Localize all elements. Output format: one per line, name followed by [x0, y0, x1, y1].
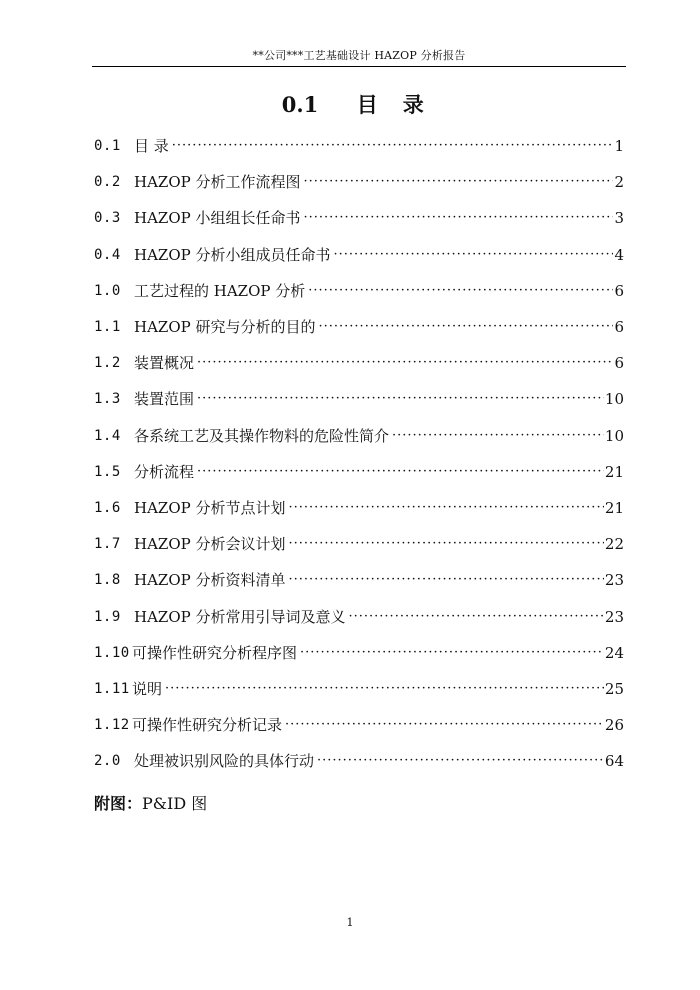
- toc-entry[interactable]: [94, 526, 624, 562]
- toc-entry[interactable]: [94, 237, 624, 273]
- dot-leader: [304, 208, 614, 228]
- appendix-label: 附图：: [94, 794, 143, 813]
- toc-entry[interactable]: [94, 454, 624, 490]
- dot-leader: [165, 679, 604, 699]
- toc-entry-number: 1.4: [94, 427, 121, 444]
- dot-leader: [308, 281, 613, 301]
- toc-entry-number: 1.11: [94, 680, 130, 697]
- toc-entry-title: 可操作性研究分析程序图: [132, 643, 298, 662]
- toc-entry-number: 0.4: [94, 246, 121, 263]
- toc-entry[interactable]: [94, 381, 624, 417]
- toc-entry-title: HAZOP 分析常用引导词及意义: [134, 607, 346, 626]
- toc-entry[interactable]: [94, 345, 624, 381]
- dot-leader: [349, 607, 604, 627]
- toc-entry-title: 处理被识别风险的具体行动: [134, 752, 315, 771]
- dot-leader: [319, 317, 614, 337]
- toc-entry-number: 1.10: [94, 644, 130, 661]
- dot-leader: [289, 534, 604, 554]
- toc-entry[interactable]: [94, 707, 624, 743]
- dot-leader: [172, 136, 614, 156]
- dot-leader: [304, 172, 614, 192]
- dot-leader: [197, 462, 604, 482]
- toc-entry-title: HAZOP 小组组长任命书: [134, 209, 301, 228]
- dot-leader: [300, 643, 604, 663]
- dot-leader: [392, 426, 604, 446]
- toc-entry-page: 23: [604, 571, 624, 590]
- toc-entry[interactable]: [94, 490, 624, 526]
- toc-entry-page: 22: [604, 535, 624, 554]
- toc-entry-number: 2.0: [94, 753, 121, 770]
- toc-entry[interactable]: [94, 309, 624, 345]
- toc-entry-page: 10: [604, 426, 624, 445]
- toc-entry-page: 1: [614, 137, 624, 156]
- toc-entry-title: 说明: [132, 679, 163, 698]
- toc-entry[interactable]: [94, 671, 624, 707]
- dot-leader: [334, 245, 614, 265]
- toc-entry-page: 4: [614, 245, 624, 264]
- toc-entry-title: HAZOP 分析工作流程图: [134, 173, 301, 192]
- toc-entry-title: 分析流程: [134, 462, 195, 481]
- toc-entry-number: 0.1: [94, 138, 121, 155]
- toc-entry-title: HAZOP 分析节点计划: [134, 498, 286, 517]
- toc-entry-page: 26: [604, 716, 624, 735]
- toc-entry-page: 6: [614, 318, 624, 337]
- toc-entry-page: 3: [614, 209, 624, 228]
- toc-entry-page: 6: [614, 281, 624, 300]
- toc-title-number: 0.1: [281, 92, 319, 117]
- toc-entry-title: 目 录: [134, 137, 169, 156]
- toc-entry-number: 1.6: [94, 499, 121, 516]
- toc-entry-page: 64: [604, 752, 624, 771]
- toc-title-char-1: 目: [356, 92, 378, 117]
- header-divider: [92, 66, 626, 67]
- dot-leader: [317, 751, 604, 771]
- appendix-text: P&ID 图: [142, 794, 208, 813]
- toc-entry-number: 1.3: [94, 391, 121, 408]
- toc-entry[interactable]: [94, 562, 624, 598]
- toc-entry-title: 装置概况: [134, 354, 195, 373]
- toc-entry-number: 1.7: [94, 536, 121, 553]
- toc-entry-title: 各系统工艺及其操作物料的危险性简介: [134, 426, 390, 445]
- toc-entry-number: 0.3: [94, 210, 121, 227]
- page-number: 1: [346, 916, 354, 929]
- dot-leader: [289, 498, 604, 518]
- toc-entry-page: 6: [614, 354, 624, 373]
- table-of-contents: [94, 128, 624, 779]
- toc-entry[interactable]: [94, 418, 624, 454]
- toc-entry-page: 25: [604, 679, 624, 698]
- toc-entry-number: 1.0: [94, 282, 121, 299]
- toc-title-char-2: 录: [402, 92, 424, 117]
- toc-entry-number: 1.9: [94, 608, 121, 625]
- toc-entry[interactable]: [94, 635, 624, 671]
- appendix-line[interactable]: [94, 792, 207, 816]
- toc-entry-title: 工艺过程的 HAZOP 分析: [134, 281, 306, 300]
- toc-entry-page: 21: [604, 498, 624, 517]
- dot-leader: [197, 353, 613, 373]
- toc-entry-title: HAZOP 分析会议计划: [134, 535, 286, 554]
- toc-entry-page: 24: [604, 643, 624, 662]
- toc-entry-number: 1.12: [94, 717, 130, 734]
- toc-entry-title: HAZOP 分析资料清单: [134, 571, 286, 590]
- toc-entry[interactable]: [94, 273, 624, 309]
- toc-entry-title: 装置范围: [134, 390, 195, 409]
- toc-entry-page: 21: [604, 462, 624, 481]
- toc-entry-page: 2: [614, 173, 624, 192]
- toc-entry-number: 1.1: [94, 319, 121, 336]
- toc-entry[interactable]: [94, 598, 624, 634]
- toc-entry[interactable]: [94, 743, 624, 779]
- toc-title: [92, 90, 626, 120]
- toc-entry-title: HAZOP 分析小组成员任命书: [134, 245, 331, 264]
- toc-entry-page: 10: [604, 390, 624, 409]
- page-header: **公司***工艺基础设计 HAZOP 分析报告: [252, 49, 466, 62]
- toc-entry[interactable]: [94, 128, 624, 164]
- toc-entry[interactable]: [94, 200, 624, 236]
- toc-entry-title: HAZOP 研究与分析的目的: [134, 318, 316, 337]
- dot-leader: [197, 389, 604, 409]
- toc-entry-page: 23: [604, 607, 624, 626]
- dot-leader: [285, 715, 604, 735]
- toc-entry-title: 可操作性研究分析记录: [132, 716, 283, 735]
- toc-entry-number: 0.2: [94, 174, 121, 191]
- toc-entry-number: 1.2: [94, 355, 121, 372]
- dot-leader: [289, 570, 604, 590]
- toc-entry[interactable]: [94, 164, 624, 200]
- toc-entry-number: 1.5: [94, 463, 121, 480]
- toc-entry-number: 1.8: [94, 572, 121, 589]
